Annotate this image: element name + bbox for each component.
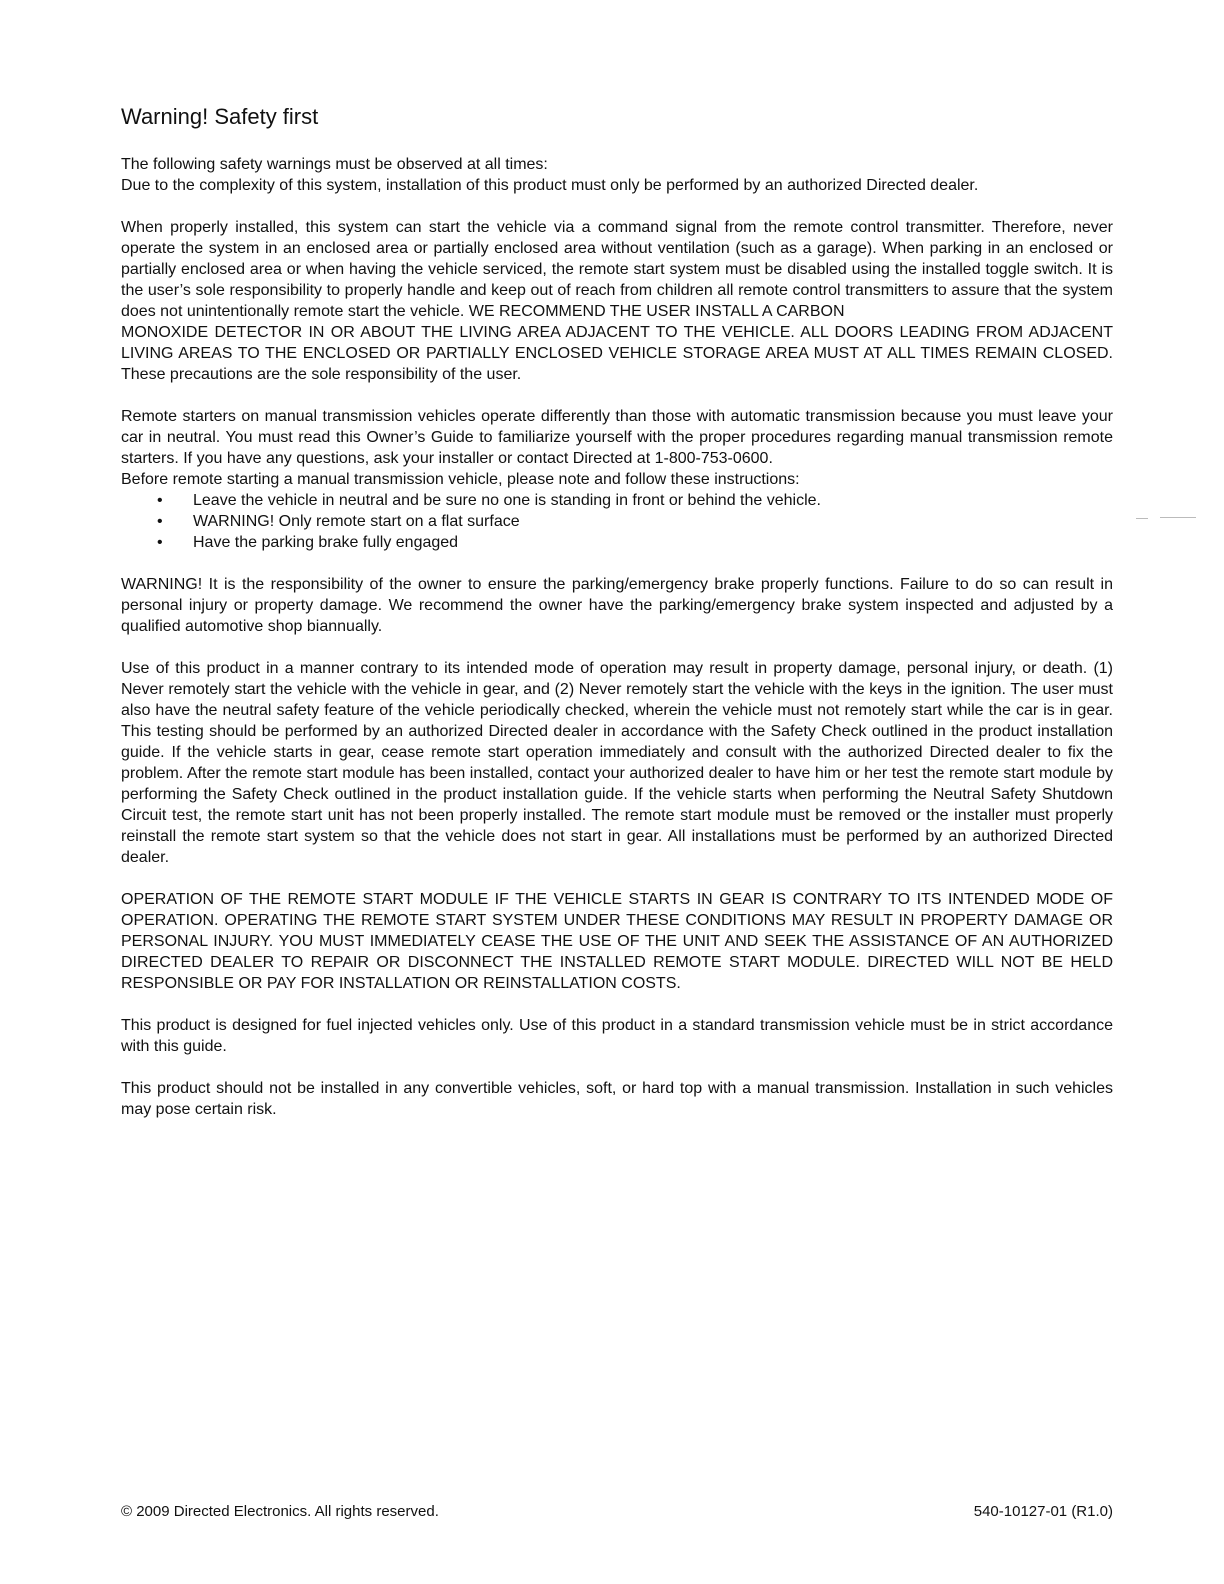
footer-document-number: 540-10127-01 (R1.0): [973, 1503, 1113, 1520]
enclosed-area-text-a: When properly installed, this system can start the vehicle via a command signal from the remote control transmitter. Therefore, never operate the system in an enclosed area or partially enclosed area without ventilation (such as a garage). When parking in an enclosed or partially enclosed area or when having the vehicle serviced, the remote start system must be disabled using the installed toggle switch. It is the user’s sole responsibility to properly handle and keep out of reach from children all remote control transmitters to assure that the system does not unintentionally remote start the vehicle. WE RECOMMEND THE USER INSTALL A CARBON: [121, 219, 1113, 320]
before-instructions-line: Before remote starting a manual transmission vehicle, please note and follow these instructions:: [121, 471, 800, 488]
list-item-text: Have the parking brake fully engaged: [193, 534, 459, 551]
list-item: [121, 532, 1113, 553]
parking-brake-warning-paragraph: WARNING! It is the responsibility of the owner to ensure the parking/emergency brake properly functions. Failure to do so can result in personal injury or property damage. We recommend the owner have the parking/emergency brake system inspected and adjusted by a qualified automotive shop biannually.: [121, 576, 1113, 635]
page-title: Warning! Safety first: [121, 104, 319, 129]
manual-transmission-paragraph: Remote starters on manual transmission vehicles operate differently than those with automatic transmission because you must leave your car in neutral. You must read this Owner’s Guide to familiarize yourself with the proper procedures regarding manual transmission remote starters. If you have any questions, ask your installer or contact Directed at 1-800-753-0600.: [121, 408, 1113, 467]
list-item-text: Leave the vehicle in neutral and be sure no one is standing in front or behind the vehicle.: [193, 492, 821, 509]
scan-speck: [1136, 518, 1148, 519]
bullet-icon: •: [157, 492, 163, 509]
list-item-text: WARNING! Only remote start on a flat surface: [193, 513, 520, 530]
list-item: [121, 511, 1113, 532]
scan-speck: [1160, 517, 1196, 518]
operation-caps-warning-paragraph: OPERATION OF THE REMOTE START MODULE IF THE VEHICLE STARTS IN GEAR IS CONTRARY TO ITS INTENDED MODE OF OPERATION. OPERATING THE REMOTE START SYSTEM UNDER THESE CONDITIONS MAY RESULT IN PROPERTY DAMAGE OR PERSONAL INJURY. YOU MUST IMMEDIATELY CEASE THE USE OF THE UNIT AND SEEK THE ASSISTANCE OF AN AUTHORIZED DIRECTED DEALER TO REPAIR OR DISCONNECT THE INSTALLED REMOTE START MODULE. DIRECTED WILL NOT BE HELD RESPONSIBLE OR PAY FOR INSTALLATION OR REINSTALLATION COSTS.: [121, 891, 1113, 992]
list-item: [121, 490, 1113, 511]
bullet-icon: •: [157, 534, 163, 551]
bullet-icon: •: [157, 513, 163, 530]
convertible-paragraph: This product should not be installed in any convertible vehicles, soft, or hard top with a manual transmission. Installation in such vehicles may pose certain risk.: [121, 1080, 1113, 1118]
enclosed-area-paragraph: [121, 217, 1113, 385]
intro-paragraph: [121, 154, 1113, 196]
intro-line-1: The following safety warnings must be observed at all times:: [121, 156, 548, 173]
instruction-list: [121, 490, 1113, 553]
enclosed-area-text-b: MONOXIDE DETECTOR IN OR ABOUT THE LIVING AREA ADJACENT TO THE VEHICLE. ALL DOORS LEADING FROM ADJACENT LIVING AREAS TO THE ENCLOSED OR PARTIALLY ENCLOSED VEHICLE STORAGE AREA MUST AT ALL TIMES REMAIN CLOSED. These precautions are the sole responsibility of the user.: [121, 324, 1113, 383]
fuel-injected-paragraph: This product is designed for fuel injected vehicles only. Use of this product in a standard transmission vehicle must be in strict accordance with this guide.: [121, 1017, 1113, 1055]
footer-copyright: © 2009 Directed Electronics. All rights reserved.: [121, 1503, 439, 1520]
product-use-paragraph: Use of this product in a manner contrary to its intended mode of operation may result in property damage, personal injury, or death. (1) Never remotely start the vehicle with the vehicle in gear, and (2) Never remotely start the vehicle with the keys in the ignition. The user must also have the neutral safety feature of the vehicle periodically checked, wherein the vehicle must not remotely start while the car is in gear. This testing should be performed by an authorized Directed dealer in accordance with the Safety Check outlined in the product installation guide. If the vehicle starts in gear, cease remote start operation immediately and consult with the authorized Directed dealer to fix the problem. After the remote start module has been installed, contact your authorized dealer to have him or her test the remote start module by performing the Safety Check outlined in the product installation guide. If the vehicle starts when performing the Neutral Safety Shutdown Circuit test, the remote start unit has not been properly installed. The remote start module must be removed or the installer must properly reinstall the remote start system so that the vehicle does not start in gear. All installations must be performed by an authorized Directed dealer.: [121, 660, 1113, 866]
intro-line-2: Due to the complexity of this system, installation of this product must only be performed by an authorized Directed dealer.: [121, 177, 979, 194]
document-page: [121, 100, 1113, 1141]
